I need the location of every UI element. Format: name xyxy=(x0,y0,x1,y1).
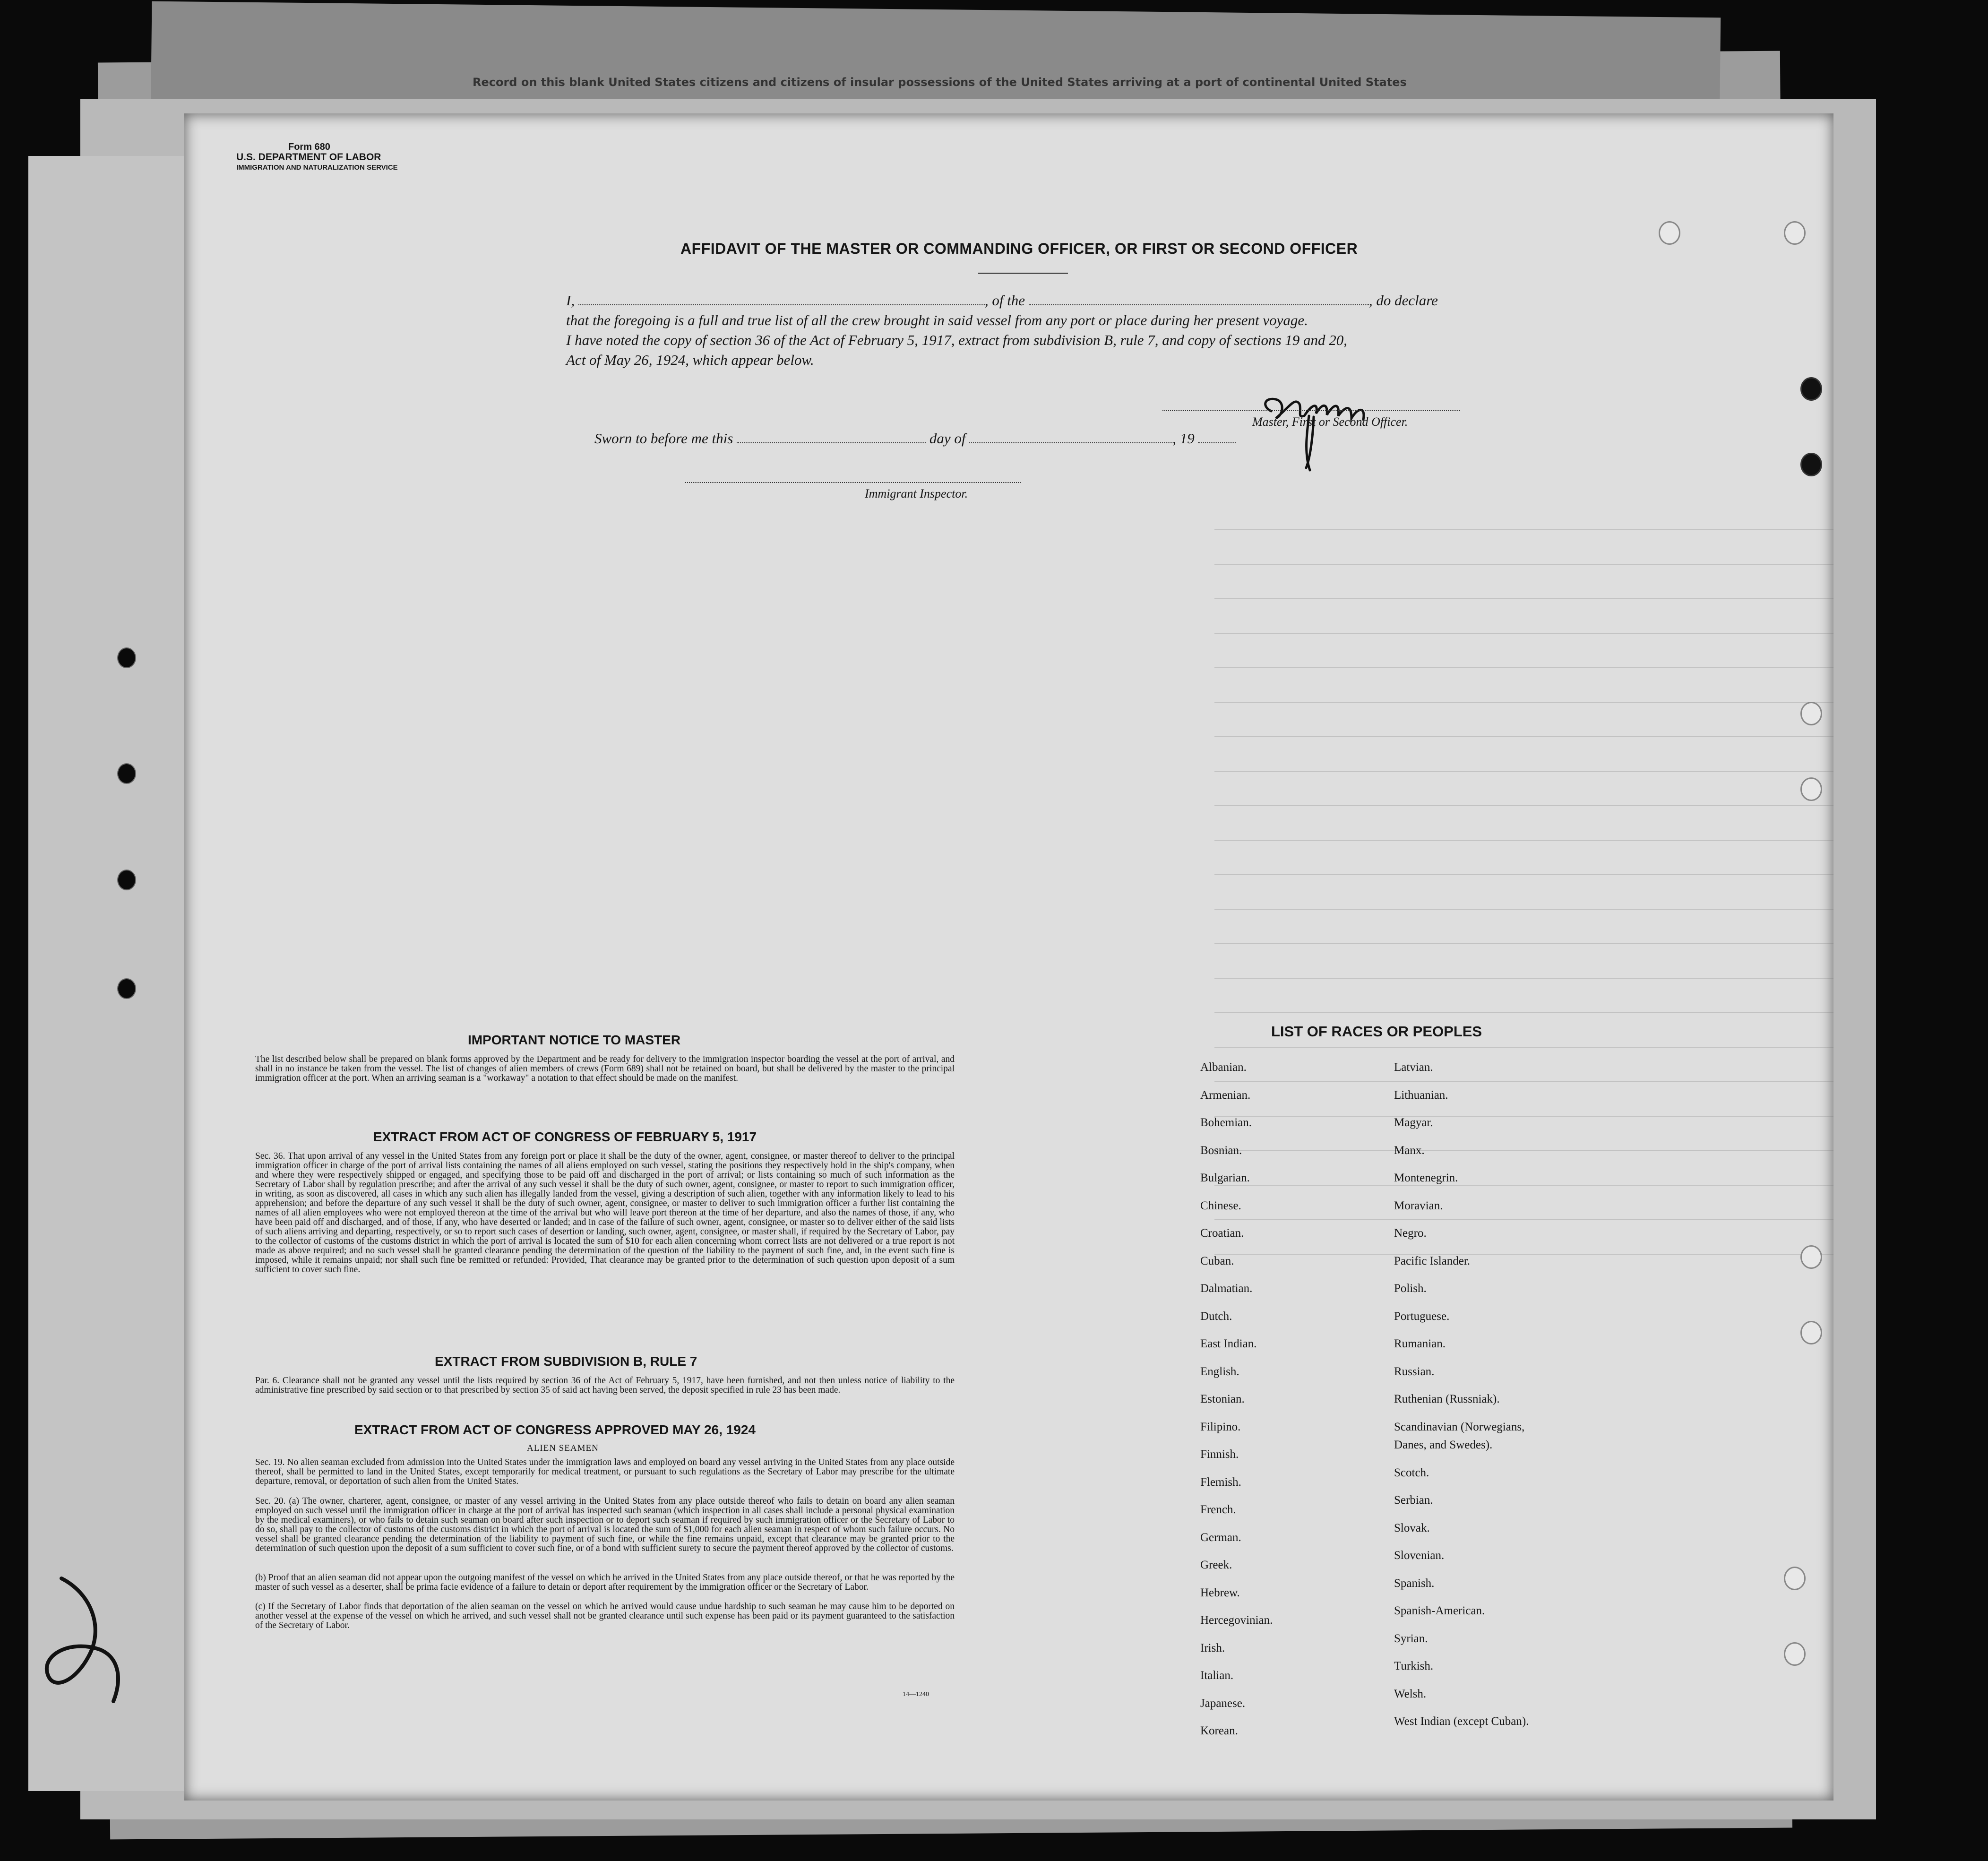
year-prefix: , 19 xyxy=(1172,430,1195,447)
form-page xyxy=(184,113,1833,1801)
binding-hole xyxy=(117,870,136,890)
bleed-row xyxy=(1214,874,1833,875)
name-blank[interactable] xyxy=(578,294,985,305)
punch-hole xyxy=(1659,221,1680,245)
bleed-row xyxy=(1214,1116,1833,1117)
race-item: French. xyxy=(1200,1503,1236,1516)
affidavit-declare: , do declare xyxy=(1368,292,1438,309)
sec19-text: Sec. 19. No alien seaman excluded from admission into the United States under the immigration laws and employed on board any vessel arriving in the United States from any place outside thereof, shall be permitted to land in the United States, except temporarily for medical treatment, or pursuant to such regulations as the Secretary of Labor may prescribe for the ultimate departure, removal, or deportation of such alien from the United States. xyxy=(255,1457,955,1486)
affidavit-i: I, xyxy=(566,292,575,309)
race-item: Armenian. xyxy=(1200,1088,1251,1102)
race-item: Syrian. xyxy=(1394,1632,1428,1645)
race-item: Scotch. xyxy=(1394,1466,1429,1479)
form-code: 14—1240 xyxy=(903,1691,929,1698)
extract-1924-subtitle: ALIEN SEAMEN xyxy=(527,1443,599,1453)
vessel-blank[interactable] xyxy=(1029,294,1369,305)
bleed-row xyxy=(1214,1219,1833,1220)
extract-1924-title: EXTRACT FROM ACT OF CONGRESS APPROVED MAY 26, 1924 xyxy=(354,1422,756,1437)
day-of-text: day of xyxy=(929,430,966,447)
inspector-signature-line[interactable] xyxy=(685,482,1021,483)
race-item: Korean. xyxy=(1200,1724,1238,1737)
race-item: Finnish. xyxy=(1200,1448,1239,1461)
race-item: Dalmatian. xyxy=(1200,1282,1253,1295)
extract-1917-body: Sec. 36. That upon arrival of any vessel in the United States from any foreign port or place it shall be the duty of the owner, agent, consignee, or master thereof to deliver to the principal immigration officer in charge of the port of arrival lists containing the names of all aliens employed on such vessel, stating the positions they respectively hold in the ship's company, when and where they were respectively shipped or engaged, and specifying those to be paid off and discharged in the port of arrival; or lists containing so much of such information as the Secretary of Labor shall by regulation prescribe; and after the arrival of any such vessel it shall be the duty of such owner, agent, consignee, or master to report to such immigration officer, in writing, as soon as discovered, all cases in which any such alien has illegally landed from the vessel, giving a description of such alien, together with any information likely to lead to his apprehension; and before the departure of any such vessel it shall be the duty of such owner, agent, consignee, or master to deliver to such immigration officer a further list containing the names of all alien employees who were not employed thereon at the time of the arrival but who will leave port thereon at the time of her departure, and also the names of those, if any, who have been paid off and discharged, and of those, if any, who have deserted or landed; and in case of the failure of such owner, agent, consignee, or master so to deliver either of the said lists of such aliens arriving and departing, respectively, or so to report such cases of desertion or landing, such owner, agent, consignee, or master shall, if required by the Secretary of Labor, pay to the collector of customs of the customs district in which the port of arrival is located the sum of $10 for each alien concerning whom correct lists are not delivered or a true report is not made as above required; and no such vessel shall be granted clearance pending the determination of the question of the liability to the payment of such fine, and, in the event such fine is imposed, while it remains unpaid; nor shall such fine be remitted or refunded: Provided, That clearance may be granted prior to the determination of such question upon deposit of a sum sufficient to cover such fine. xyxy=(255,1151,955,1275)
race-item: Dutch. xyxy=(1200,1310,1232,1323)
bleed-row xyxy=(1214,702,1833,703)
race-item: Chinese. xyxy=(1200,1199,1241,1212)
race-item: Welsh. xyxy=(1394,1687,1427,1700)
race-item: Croatian. xyxy=(1200,1227,1244,1240)
race-item: Portuguese. xyxy=(1394,1310,1450,1323)
punch-hole xyxy=(1784,221,1806,245)
bleed-row xyxy=(1214,1185,1833,1186)
race-item: Negro. xyxy=(1394,1227,1427,1240)
sworn-text: Sworn to before me this xyxy=(594,430,733,447)
race-item: Spanish-American. xyxy=(1394,1604,1485,1617)
punch-hole xyxy=(1800,1245,1822,1269)
race-item: Hercegovinian. xyxy=(1200,1614,1273,1627)
bleed-row xyxy=(1214,943,1833,944)
races-title: LIST OF RACES OR PEOPLES xyxy=(1271,1023,1482,1040)
signature-caption: Master, First or Second Officer. xyxy=(1252,415,1408,429)
day-blank[interactable] xyxy=(737,432,926,443)
race-item: Greek. xyxy=(1200,1559,1232,1571)
race-item: Danes, and Swedes). xyxy=(1394,1439,1493,1451)
race-item: Hebrew. xyxy=(1200,1586,1240,1599)
sec20b-text: (b) Proof that an alien seaman did not appear upon the outgoing manifest of the vessel on which he arrived in the United States from any place outside thereof, or that he was reported by the master of such vessel as a deserter, shall be prima facie evidence of a failure to detain or deport after requirement by the immigration officer or the Secretary of Labor. xyxy=(255,1573,955,1592)
race-item: Turkish. xyxy=(1394,1660,1434,1672)
form-number: Form 680 xyxy=(288,142,330,152)
binding-hole xyxy=(117,763,136,784)
bleed-row xyxy=(1214,1081,1833,1082)
punch-hole xyxy=(1784,1642,1806,1666)
race-item: Albanian. xyxy=(1200,1061,1247,1074)
extract-1917-title: EXTRACT FROM ACT OF CONGRESS OF FEBRUARY 5, 1917 xyxy=(373,1129,757,1144)
bleed-row xyxy=(1214,736,1833,737)
race-item: German. xyxy=(1200,1531,1241,1544)
affidavit-line-1 xyxy=(566,292,1438,309)
race-item: Latvian. xyxy=(1394,1061,1433,1074)
extract-rule7-body: Par. 6. Clearance shall not be granted any vessel until the lists required by section 36 of the Act of February 5, 1917, have been furnished, and not then unless notice of liability to the administrative fine prescribed by said section or to that prescribed by section 35 of said act having been served, the deposit specified in rule 23 has been made. xyxy=(255,1376,955,1395)
binding-hole xyxy=(117,647,136,668)
race-item: Italian. xyxy=(1200,1669,1234,1682)
race-item: Scandinavian (Norwegians, xyxy=(1394,1420,1525,1433)
underlying-header-text: Record on this blank United States citizens and citizens of insular possessions of the United States arriving at a port of continental United States xyxy=(473,76,1407,89)
race-item: Flemish. xyxy=(1200,1475,1241,1489)
bleed-row xyxy=(1214,840,1833,841)
race-item: English. xyxy=(1200,1365,1239,1378)
bleed-row xyxy=(1214,1012,1833,1013)
race-item: Japanese. xyxy=(1200,1697,1246,1710)
notice-body: The list described below shall be prepared on blank forms approved by the Department and be ready for delivery to the immigration inspector boarding the vessel at the port of arrival, and shall in no instance be taken from the vessel. The list of changes of alien members of crews (Form 689) shall not be retained on board, but shall be delivered by the master to the principal immigration officer at the port. When an arriving seaman is a "workaway" a notation to that effect should be made on the manifest. xyxy=(255,1054,955,1083)
race-item: Manx. xyxy=(1394,1144,1425,1157)
binding-hole xyxy=(117,978,136,999)
handwritten-mark xyxy=(33,1559,137,1715)
sec20c-text: (c) If the Secretary of Labor finds that deportation of the alien seaman on the vessel on which he arrived would cause undue hardship to such seaman he may cause him to be deported on another vessel at the expense of the vessel on which he arrived, and such vessel shall not be granted clearance until such expense has been paid or its payment guaranteed to the satisfaction of the Secretary of Labor. xyxy=(255,1602,955,1630)
race-item: Bohemian. xyxy=(1200,1116,1252,1129)
month-blank[interactable] xyxy=(969,432,1172,443)
bleed-row xyxy=(1214,667,1833,668)
sworn-line xyxy=(594,430,1236,447)
race-item: Polish. xyxy=(1394,1282,1427,1295)
form-identifier xyxy=(236,142,398,173)
extract-rule7-title: EXTRACT FROM SUBDIVISION B, RULE 7 xyxy=(435,1354,697,1369)
race-item: Rumanian. xyxy=(1394,1337,1446,1350)
bleed-row xyxy=(1214,529,1833,530)
race-item: Magyar. xyxy=(1394,1116,1433,1129)
service-name: IMMIGRATION AND NATURALIZATION SERVICE xyxy=(236,164,398,172)
bleed-row xyxy=(1214,1047,1833,1048)
race-item: Moravian. xyxy=(1394,1199,1443,1212)
race-item: Slovak. xyxy=(1394,1521,1430,1534)
bleed-row xyxy=(1214,1254,1833,1255)
bleed-row xyxy=(1214,909,1833,910)
race-item: Irish. xyxy=(1200,1641,1225,1654)
bleed-row xyxy=(1214,805,1833,806)
bleed-row xyxy=(1214,978,1833,979)
race-item: East Indian. xyxy=(1200,1337,1257,1350)
race-item: Cuban. xyxy=(1200,1254,1234,1267)
punch-hole xyxy=(1800,377,1822,401)
race-item: Filipino. xyxy=(1200,1420,1241,1433)
sec20a-text: Sec. 20. (a) The owner, charterer, agent, consignee, or master of any vessel arriving in the United States from any place outside thereof who fails to detain on board any alien seaman employed on such vessel until the immigration officer in charge at the port of arrival has inspected such seaman (which inspection in all cases shall include a personal physical examination by the medical examiners), or who fails to detain such seaman on board after such inspection or to deport such seaman if required by such immigration officer or the Secretary of Labor to do so, shall pay to the collector of customs of the customs district in which the port of arrival is located the sum of $1,000 for each alien seaman in respect of whom such failure occurs. No vessel shall be granted clearance pending the determination of the liability to payment of such fine, or while the fine remains unpaid, except that clearance may be granted prior to the determination of such question upon the deposit of a sum sufficient to cover such fine, or of a bond with sufficient surety to secure the payment thereof approved by the collector of customs. xyxy=(255,1496,955,1553)
signature-line[interactable] xyxy=(1162,410,1460,411)
race-item: Spanish. xyxy=(1394,1577,1435,1590)
bleed-row xyxy=(1214,564,1833,565)
race-item: Russian. xyxy=(1394,1365,1435,1378)
race-item: Bulgarian. xyxy=(1200,1172,1250,1184)
race-item: Pacific Islander. xyxy=(1394,1254,1471,1267)
race-item: Ruthenian (Russniak). xyxy=(1394,1393,1500,1405)
race-item: Montenegrin. xyxy=(1394,1172,1458,1184)
punch-hole xyxy=(1800,777,1822,801)
title-rule xyxy=(978,273,1068,274)
affidavit-title: AFFIDAVIT OF THE MASTER OR COMMANDING OFFICER, OR FIRST OR SECOND OFFICER xyxy=(680,240,1358,257)
race-item: Estonian. xyxy=(1200,1393,1245,1405)
department-name: U.S. DEPARTMENT OF LABOR xyxy=(236,152,381,163)
punch-hole xyxy=(1800,453,1822,476)
race-item: Serbian. xyxy=(1394,1494,1433,1507)
bleed-row xyxy=(1214,633,1833,634)
inspector-caption: Immigrant Inspector. xyxy=(865,487,968,500)
affidavit-line-2: that the foregoing is a full and true list of all the crew brought in said vessel from any port or place during her present voyage. xyxy=(566,312,1308,328)
affidavit-of-the: , of the xyxy=(984,292,1025,309)
bleed-row xyxy=(1214,771,1833,772)
affidavit-line-4: Act of May 26, 1924, which appear below. xyxy=(566,352,814,368)
punch-hole xyxy=(1800,702,1822,725)
bleed-row xyxy=(1214,1150,1833,1151)
race-item: West Indian (except Cuban). xyxy=(1394,1715,1529,1728)
punch-hole xyxy=(1784,1567,1806,1590)
race-item: Bosnian. xyxy=(1200,1144,1242,1157)
affidavit-line-3: I have noted the copy of section 36 of the Act of February 5, 1917, extract from subdivision B, rule 7, and copy of sections 19 and 20, xyxy=(566,332,1348,348)
race-item: Lithuanian. xyxy=(1394,1088,1448,1102)
notice-title: IMPORTANT NOTICE TO MASTER xyxy=(468,1033,681,1047)
race-item: Slovenian. xyxy=(1394,1549,1445,1562)
bleed-row xyxy=(1214,598,1833,599)
punch-hole xyxy=(1800,1321,1822,1344)
year-blank[interactable] xyxy=(1198,432,1236,443)
